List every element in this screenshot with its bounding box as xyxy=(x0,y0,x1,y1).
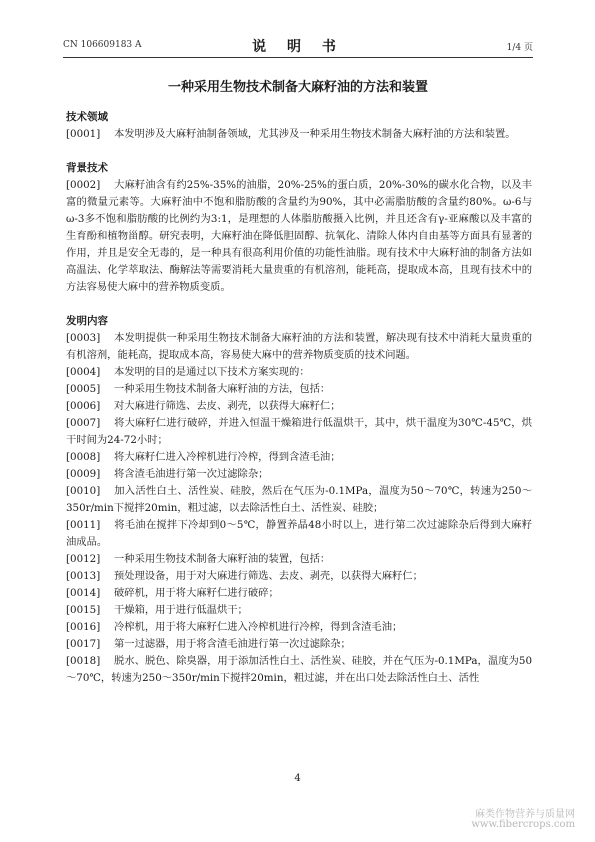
paragraph-text: 第一过滤器，用于将含渣毛油进行第一次过滤除杂； xyxy=(114,638,351,650)
paragraph xyxy=(66,517,532,551)
paragraph-text: 一种采用生物技术制备大麻籽油的方法，包括： xyxy=(114,383,331,395)
paragraph xyxy=(66,551,532,568)
paragraph-text: 将大麻籽仁进行破碎，并进入恒温干燥箱进行低温烘干，其中，烘干温度为30℃-45℃，烘干时间为24-72小时； xyxy=(66,417,532,446)
document-type-label: 说 明 书 xyxy=(252,39,344,55)
watermark-url: www.fibercrops.com xyxy=(471,819,575,830)
paragraph xyxy=(66,585,532,602)
paragraph-text: 将大麻籽仁进入冷榨机进行冷榨，得到含渣毛油； xyxy=(114,451,341,463)
paragraph-number: [0004] xyxy=(66,366,101,378)
paragraph-number: [0007] xyxy=(66,417,101,429)
paragraph xyxy=(66,653,532,687)
paragraph-number: [0010] xyxy=(66,485,101,497)
paragraph xyxy=(66,466,532,483)
paragraph-text: 预处理设备，用于对大麻进行筛选、去皮、剥壳，以获得大麻籽仁； xyxy=(114,570,423,582)
document-title: 一种采用生物技术制备大麻籽油的方法和装置 xyxy=(167,80,428,95)
paragraph-text: 对大麻进行筛选、去皮、剥壳，以获得大麻籽仁； xyxy=(114,400,341,412)
paragraph-text: 脱水、脱色、除臭器，用于添加活性白土、活性炭、硅胶，并在气压为-0.1MPa，温度为50～70℃，转速为250～350r/min下搅拌20min，粗过滤，并在出口处去除活性白土、活性 xyxy=(66,655,532,684)
paragraph xyxy=(66,415,532,449)
paragraph-number: [0005] xyxy=(66,383,101,395)
page-header xyxy=(63,37,533,53)
publication-number: CN 106609183 A xyxy=(63,40,142,50)
paragraph-text: 将毛油在搅拌下冷却到0～5℃，静置养晶48小时以上，进行第二次过滤除杂后得到大麻籽油成品。 xyxy=(66,519,532,548)
paragraph-number: [0009] xyxy=(66,468,101,480)
paragraph-text: 冷榨机，用于将大麻籽仁进入冷榨机进行冷榨，得到含渣毛油； xyxy=(114,621,403,633)
section-heading: 发明内容 xyxy=(66,315,108,327)
paragraph-number: [0016] xyxy=(66,621,101,633)
paragraph-text: 将含渣毛油进行第一次过滤除杂； xyxy=(114,468,269,480)
paragraph-number: [0014] xyxy=(66,587,101,599)
section-heading: 技术领域 xyxy=(66,111,108,123)
paragraph xyxy=(66,449,532,466)
paragraph-number: [0012] xyxy=(66,553,101,565)
section-heading: 背景技术 xyxy=(66,162,108,174)
paragraph-number: [0002] xyxy=(66,179,101,191)
page-indicator: 1/4 页 xyxy=(506,43,533,53)
paragraph-number: [0001] xyxy=(66,128,101,140)
paragraph xyxy=(66,619,532,636)
paragraph-text: 大麻籽油含有约25%-35%的油脂，20%-25%的蛋白质，20%-30%的碳水化合物，以及丰富的微量元素等。大麻籽油中不饱和脂肪酸的含量约为90%，其中必需脂肪酸的含量约80%。ω-6与ω-3多不饱和脂肪酸的比例约为3:1，是理想的人体脂肪酸摄入比例，并且还含有γ-亚麻酸以及丰富的生育酚和植物甾醇。研究表明，大麻籽油在降低胆固醇、抗氧化、清除人体内自由基等方面具有显著的作用，并且是安全无毒的，是一种具有很高利用价值的功能性油脂。现有技术中大麻籽油的制备方法如高温法、化学萃取法、酶解法等需要消耗大量贵重的有机溶剂，能耗高，提取成本高，且现有技术中的方法容易使大麻中的营养物质变质。 xyxy=(66,179,532,293)
paragraph-number: [0011] xyxy=(66,519,101,531)
paragraph-number: [0017] xyxy=(66,638,101,650)
paragraph xyxy=(66,602,532,619)
paragraph xyxy=(66,381,532,398)
document-body xyxy=(66,109,532,687)
paragraph-number: [0018] xyxy=(66,655,101,667)
paragraph-text: 本发明的目的是通过以下技术方案实现的： xyxy=(114,366,310,378)
page-number: 4 xyxy=(294,773,301,784)
paragraph-text: 本发明涉及大麻籽油制备领域，尤其涉及一种采用生物技术制备大麻籽油的方法和装置。 xyxy=(114,128,516,140)
paragraph-text: 干燥箱，用于进行低温烘干； xyxy=(114,604,248,616)
paragraph-text: 一种采用生物技术制备大麻籽油的装置，包括： xyxy=(114,553,331,565)
paragraph xyxy=(66,398,532,415)
paragraph-number: [0008] xyxy=(66,451,101,463)
paragraph-number: [0003] xyxy=(66,332,101,344)
header-divider xyxy=(63,57,533,58)
paragraph xyxy=(66,364,532,381)
paragraph xyxy=(66,330,532,364)
watermark-text: 麻类作物营养与质量网 xyxy=(475,809,575,820)
paragraph-text: 破碎机，用于将大麻籽仁进行破碎； xyxy=(114,587,279,599)
paragraph xyxy=(66,126,532,143)
paragraph-text: 加入活性白土、活性炭、硅胶，然后在气压为-0.1MPa，温度为50～70℃，转速为250～350r/min下搅拌20min，粗过滤，以去除活性白土、活性炭、硅胶； xyxy=(66,485,532,514)
paragraph-number: [0015] xyxy=(66,604,101,616)
paragraph xyxy=(66,568,532,585)
paragraph-number: [0013] xyxy=(66,570,101,582)
paragraph xyxy=(66,636,532,653)
paragraph-text: 本发明提供一种采用生物技术制备大麻籽油的方法和装置，解决现有技术中消耗大量贵重的有机溶剂，能耗高，提取成本高，容易使大麻中的营养物质变质的技术问题。 xyxy=(66,332,532,361)
paragraph-number: [0006] xyxy=(66,400,101,412)
paragraph xyxy=(66,483,532,517)
paragraph xyxy=(66,177,532,296)
